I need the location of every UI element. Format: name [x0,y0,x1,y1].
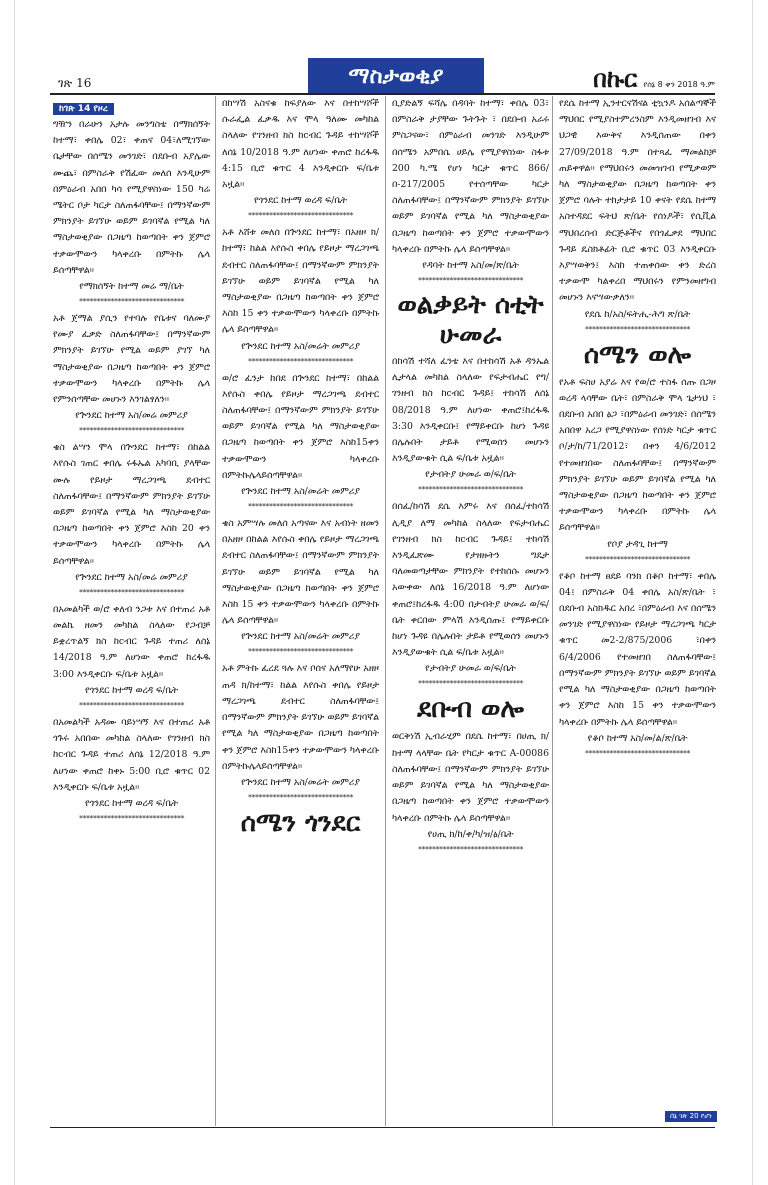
notice-body: አቶ ጀማል ያሲን የተባሉ የቤቱና ባለሙያ የሙያ ፈቃድ ስለጠፋባቸው፤ በማንኛውም ምክንያት ይገኘሁ የሚል ወይም ያገኘ ካለ ማስታወቂያው በጋዜጣ ከወጣበት ቀን ጀምሮ ተቃውሞውን ካላቀረቡ በምትኩ ሌላ የምንሰጣቸው መሆኑን እንገልፃለን፡፡ [53,313,210,406]
masthead-right [593,64,715,93]
notice-signature: የጕንደር ከተማ አስ/መሬ መምሪያ [75,571,188,583]
notice-body: የአቶ ፍስሀ አያሬ እና የወ/ሮ ተስፋ ሰጡ በጋዞ ወረዳ ላሳቸው ቤት፣ በምስራቅ ሞላ ጌታነህ ፣ በደቡብ አበበ ፅጋ ፣በምዕራብ መንገድ፣ በሰሜን አበበዋ አረጋ የሚያዋስነው የሰነድ ካርታ ቁጥር ቦ/ታ/ከ/71/2012፣ በቀን 4/6/2012 የተመዘገበው ስለጠፋባቸው፤ በማንኛውም ምክንያት ይገኘሁ ወይም ይገባኛል የሚል ካለ ማስታወቂያው በጋዜጣ ከወጣበት ቀን ጀምሮ ተቃውሞውን ካላቀረቡ በምትኩ ሌላ ይሰጣቸዋል፡፡ [559,376,716,534]
frame-right-edge [752,0,753,1185]
notice-body: ቢያድልኝ ፍሻሌ በዳባት ከተማ፣ ቀበሌ 03፣ በምስራቅ ታያቸው ጉትጉት ፣ በደቡብ አራሩ ምስጋናው፣ በምዕራብ መንገድ እንዲሁም በሰሜን አምበሴ ሀይሌ የሚያዋስነው ስፋቱ 200 ካ.ሜ የሆነ ካርታ ቁጥር 866/በ-217/2005 የተሰጣቸው ካርታ ስለጠፋባቸው፤ በማንኛውም ምክንያት ይገኘሁ ወይም ይገባኛል የሚል ካለ ማስታወቂያው በጋዜጣ ከወጣበት ቀን ጀምሮ ተቃውሞውን ካላቀረቡ በምትኩ ሌላ ይሰጣቸዋል፡፡ [392,98,549,255]
notice-signature: የጕንደር ከተማ አስ/መሬት መምሪያ [241,776,360,788]
notice [559,569,716,761]
notice-body: በአመልካች ወ/ሮ ቀለብ ንጋቱ እና በተጠሪ አቶ መልኬ ዘመን መካከል ስላለው የጋብቻ ይቋረጥልኝ ክስ ከcብር ጉዳይ ተጠሪ ለሰኔ 14/2018 ዓ.ም ለሆነው ቀጠሮ ከረፋዱ 3:00 እንዲቀርቡ ፍ/ቤቱ አዟል፡፡ [53,603,210,680]
top-rule [50,93,715,95]
notice [53,715,210,826]
notice [53,440,210,600]
notice-signature: የማክሰኝት ከተማ መሬ ማ/ቤት [79,281,184,293]
notice-signature: የዳባት ከተማ አስ/መ/ጽ/ቤት [422,260,519,272]
notice-body: በሰፈ/ከሳሽ ደሴ እምሩ እና በሰፈ/ተከሳሽ ሊዲያ ለማ መካከል ስላለው የፍታብሔር የገንዘብ ክስ ከcብር ጉዳይ፤ ተከሳሽ እንዲፈጽሙ የታዘዙትን ግዴታ ባለመወጣታቸው ምክንያት የተከሰሱ መሆኑን አውቀው ለሰኔ 16/2018 ዓ.ም ለሆነው ቀጠሮ፤ከረፋዱ 4:00 በታብትያ ሁመራ ወ/ፍ/ቤት ቀርበው ምላሽ እንዲሰጡ፤ የማይቀርቡ ከሆነ ጉዳዩ በሌሉበት ታይቶ የሚወሰን መሆኑን እንዲያውቁት ሲል ፍ/ቤቱ አዟል፡፡ [392,501,549,659]
notice-body: ወ/ሮ ፈንታ ከበደ በጕንደር ከተማ፣ በከልል እየሱስ ቀበሌ የይዞታ ማረጋገጫ ደብተር ስለጠፋባቸው፤ በማንኛውም ምክንያት ይገኘሁ ወይም ይገባኛል የሚል ካለ ማስታወቂያው በጋዜጣ ከወጣበት ቀን ጀምሮ እስከ15ቀን ተቃውሞውን ካላቀረቡ በምትኩሌላይሰጣቸዋል፡፡ [222,372,379,481]
notice-signature: የጕንደር ከተማ አስ/መሬት መምሪያ [241,340,360,352]
notice [53,117,210,309]
notice-signature: የጎንደር ከተማ ወረዳ ፍ/ቤት [84,684,179,696]
notice-signature: የታብትያ ሁመራ ወ/ፍ/ቤት [425,469,516,481]
notice [222,516,379,659]
frame-left-edge [14,0,15,1185]
separator: ****************************** [418,276,523,286]
notice-signature: የጕንደር ከተማ አስ/መሬት መምሪያ [241,631,360,643]
notice-signature: የደሴ ከ/አስ/ፍትሒ-ሕግ ጽ/ቤት [584,308,691,320]
notice-body: በከሳሽ ተሻለ ፈንቴ እና በተከሳሽ አቶ ዳንኤል ሊታላል መካከል ስላለው የፍታብሔር የግ/ገንዘብ ክስ ከcብር ጉዳይ፤ ተከሳሽ ለሰኔ 08/2018 ዓ.ም ለሆነው ቀጠሮ፤ከረፋዱ 3:30 እንዲቀርቡ፤ የማይቀርቡ ከሆነ ጉዳዩ በሌሉበት ታይቶ የሚወሰን መሆኑን እንዲያውቁት ሲል ፍ/ቤቱ አዟል፡፡ [392,356,549,465]
notice [392,499,549,691]
region-heading-line: ወልቃይት ሰቲት [397,290,544,321]
column-4 [559,96,716,1126]
column-2 [222,96,379,1126]
region-heading-line: ሁመራ [439,320,502,351]
notice [392,729,549,856]
column-3 [392,96,549,1126]
notice-signature: የጕንደር ከተማ አስ/መሬት መምሪያ [241,486,360,498]
notice [53,311,210,438]
region-heading: ሰሜን ጎንደር [240,807,361,838]
column-1 [53,96,210,1126]
separator: ****************************** [79,700,184,710]
separator: ****************************** [585,748,690,758]
notice-signature: የቆቦ ከተማ አስ/መ/ል/ጽ/ቤት [587,732,688,744]
column-divider [385,96,386,1126]
notice [222,661,379,804]
notice [559,375,716,567]
separator: ****************************** [79,587,184,597]
footer-page-tag: ሰኔ ገጽ 20 የሆነ [665,1111,717,1122]
notice-signature: የቦያ ታዳጊ ከተማ [607,538,668,550]
notice [222,371,379,514]
page-number: ገጽ 16 [58,76,92,90]
notice-body: ቄስ ልሣን ሞላ በጕንደር ከተማ፣ በከልል እየሱስ ገጠር ቀበሌ ሩፋኤል አካባቢ ያላቸው ሙሉ የይዞታ ማረጋገጫ ደብተር ስለጠፋባቸው፤ በማንኛውም ምክንያት ይገኘሁ ወይም ይገባኛል የሚል ካለ ማስታወቂያው በጋዜጣ ከወጣበት ቀን ጀምሮ እስከ 20 ቀን ተቃውሞውን ካላቀረቡ በምትኩ ሌላ ይሰጣቸዋል፡፡ [53,442,210,567]
notice-body: በአመልካች አዳሙ ባይነሣኝ እና በተጠሪ አቶ ጎጉሩ አበበው መካከል ስላለው የገንዘብ ክስ ከcብር ጉዳይ ተጠሪ ለሰኔ 12/2018 ዓ.ም ለሆነው ቀጠሮ ከቀኑ 5:00 ቢሮ ቁጥር 02 እንዲቀርቡ ፍ/ቤቱ አዟል፡፡ [53,716,210,793]
notice-body: የደሴ ከተማ ኢንተርናሽናል ቲኳንዶ አሰልጣኞች ማህበር የሚያስተምረንስም እንዲመዘገብ እና ህጋዊ እውቅና እንዲሰጠው በቀን 27/09/2018 ዓ.ም በተጻፈ ማመልከቻ ጠይቀዋል፡፡ የማህበሩን መመዝገብ የሚቃወም ካለ ማስታወቂያው በጋዜጣ ከወጣበት ቀን ጀምሮ ባሉት ተከታታይ 10 ቀናት የደሴ ከተማ አስተዳደር ፍትህ ጽ/ቤት የሰነዶች፣ የሲቪል ማህበረሰብ ድርጅቶችና የበጎፈቃደ ማህበር ጉዳይ ዴስክቶፊት ቢሮ ቁጥር 03 እንዲቀርቡ እያሣወቅን፤ እስከ ተጠቀሰው ቀን ድረስ ተቃውሞ ካልቀረበ ማህበሩን የምንመዘግብ መሆኑን እናሣውቃለን፡፡ [559,98,716,304]
notice-signature: የጎንደር ከተማ ወረዳ ፍ/ቤት [253,195,348,207]
notice [559,96,716,337]
separator: ****************************** [585,554,690,564]
notice-signature: የታብትያ ሁመራ ወ/ፍ/ቤት [425,663,516,675]
notice [53,602,210,713]
notice-signature: የጎንደር ከተማ ወረዳ ፍ/ቤት [84,797,179,809]
notice-body: የቆቦ ከተማ ፀደይ ባንክ በቆቦ ከተማ፣ ቀበሌ 04፤ በምስራቅ 04 ቀበሌ አስ/ጽ/ቤት ፣ በደቡብ አስክዱር አበረ ፣በምዕራብ እና በሰሜን መንገድ የሚያዋስነው የይዞታ ማረጋገጫ ካርታ ቁጥር መ2-2/875/2006 ፣በቀን 6/4/2006 የተመዘገበ ስለጠፋባቸው፤ በማንኛውም ምክንያት ይገኘሁ ወይም ይገባኛል የሚል ካለ ማስታወቂያው በጋዜጣ ከወጣበት ቀን ጀምሮ እስከ 15 ቀን ተቃውሞውን ካላቀረቡ በምትኩ ሌላ ይሰጣቸዋል፡፡ [559,570,716,728]
notice-signature: የጕንደር ከተማ አስ/መሬ መምሪያ [75,410,188,422]
notice-body: ወርቅነሽ ኢብራሂም በደሴ ከተማ፣ በሀጢ ክ/ከተማ ላላቸው ቤት የካርታ ቁጥር A-00086 ስለጠፋባቸው፤ በማንኛውም ምክንያት ይገኘሁ ወይም ይገባኛል የሚል ካለ ማስታወቂያው በጋዜጣ ከወጣበት ቀን ጀምሮ ተቃውሞውን ካላቀረቡ በምትኩ ሌላ ይሰጣቸዋል፡፡ [392,731,549,824]
notice-signature: የሀጢ ክ/ከ/ቀ/ካ/ዝ/ፅ/ቤት [427,828,514,840]
region-heading: ሰሜን ወሎ [583,339,692,370]
issue-date: የሰኔ 8 ቀን 2018 ዓ.ም [643,80,715,89]
separator: ****************************** [79,813,184,823]
notice-body: አቶ ምትኩ ፈረደ ጓሉ እና ቦሰና አለማየሁ አዘዞ ጠዳ ክ/ከተማ፣ ከልል እየሱስ ቀበሌ የይዞታ ማረጋገጫ ደብተር ስለጠፋባቸው፤ በማንኛውም ምክንያት ይገኘሁ ወይም ይገባኛል የሚል ካለ ማስታወቂያው በጋዜጣ ከወጣበት ቀን ጀምሮ እስከ15ቀን ተቃውሞውን ካላቀረቡ በምትኩሌላይሰጣቸዋል፡፡ [222,663,379,772]
region-heading: ደቡብ ወሎ [417,694,524,725]
notice [392,96,549,288]
column-divider [552,96,553,1126]
separator: ****************************** [248,502,353,512]
section-title: ማስታወቂያ [308,58,484,94]
separator: ****************************** [248,211,353,221]
separator: ****************************** [418,679,523,689]
continued-from-tag: ከገጽ 14 የዞረ [53,103,114,115]
separator: ****************************** [418,844,523,854]
region-heading [392,290,549,350]
separator: ****************************** [248,356,353,366]
notice-body: አቶ እሸቱ መለሰ በጕንደር ከተማ፣ በአዘዞ ክ/ከተማ፣ ከልል እየሱስ ቀበሌ የይዞታ ማረጋገጫ ደብተር ስለጠፋባቸው፤ በማንኛውም ምክንያት ይገኘሁ ወይም ይገባኛል የሚል ካለ ማስታወቂያው በጋዜጣ ከወጣበት ቀን ጀምሮ እስከ 15 ቀን ተቃውሞውን ካላቀረቡ በምትኩ ሌላ ይሰጣቸዋል፡፡ [222,227,379,336]
notice [222,225,379,368]
notice [392,354,549,497]
notice [222,96,379,223]
notice-body: ግዥን በራሁን አታሉ መንግስቴ በማክሰኝት ከተማ፣ ቀበሌ 02፣ ቀጠና 04፣ለሚገኘው ቤታቸው በሰሜን መንገድ፣ በደቡብ አያሌው ሙጨ፣ በምስራቅ የሽፈው መለሰ እንዲሁም በምዕራብ አበበ ካሳ የሚያዋስነው 150 ካሬ ሜትር ቦታ ካርታ ስለጠፋባቸው፤ በማንኛውም ምክንያት ይገኘሁ ወይም ይገባኛል የሚል ካለ ማስታወቂያው በጋዜጣ ከወጣበት ቀን ጀምሮ ተቃውሞውን ካላቀረቡ በምትኩ ሌላ ይሰጣቸዋል፡፡ [53,119,210,276]
separator: ****************************** [248,647,353,657]
separator: ****************************** [79,297,184,307]
separator: ****************************** [79,426,184,436]
separator: ****************************** [585,324,690,334]
column-divider [215,96,216,1126]
notice-body: በከሣሽ አስናቁ ከፍያለው እና በተከሣሾች ሱራፌል ፈቃዱ እና ሞላ ዓለሙ መካከል ስላለው የገንዘብ ክስ ከcብር ጉዳይ ተከሣሾች ለሰኔ 10/2018 ዓ.ም ለሆነው ቀጠሮ ከረፋዱ 4:15 ቢሮ ቁጥር 4 እንዲቀርቡ ፍ/ቤቱ አዟል፡፡ [222,98,379,191]
bottom-rule [50,1127,715,1128]
separator: ****************************** [418,485,523,495]
separator: ****************************** [248,792,353,802]
paper-name: በኩር [593,64,638,93]
notice-body: ቄስ አምሣሉ መለሰ አጣናው እና አብነት ዘመን በአዘዞ በከልል እየሱስ ቀበሌ የይዞታ ማረጋገጫ ደብተር ስለጠፋባቸው፤ በማንኛውም ምክንያት ይገኘሁ ወይም ይገባኛል የሚል ካለ ማስታወቂያው በጋዜጣ ከወጣበት ቀን ጀምሮ እስከ 15 ቀን ተቃውሞውን ካላቀረቡ በምትኩ ሌላ ይሰጣቸዋል፡፡ [222,518,379,627]
